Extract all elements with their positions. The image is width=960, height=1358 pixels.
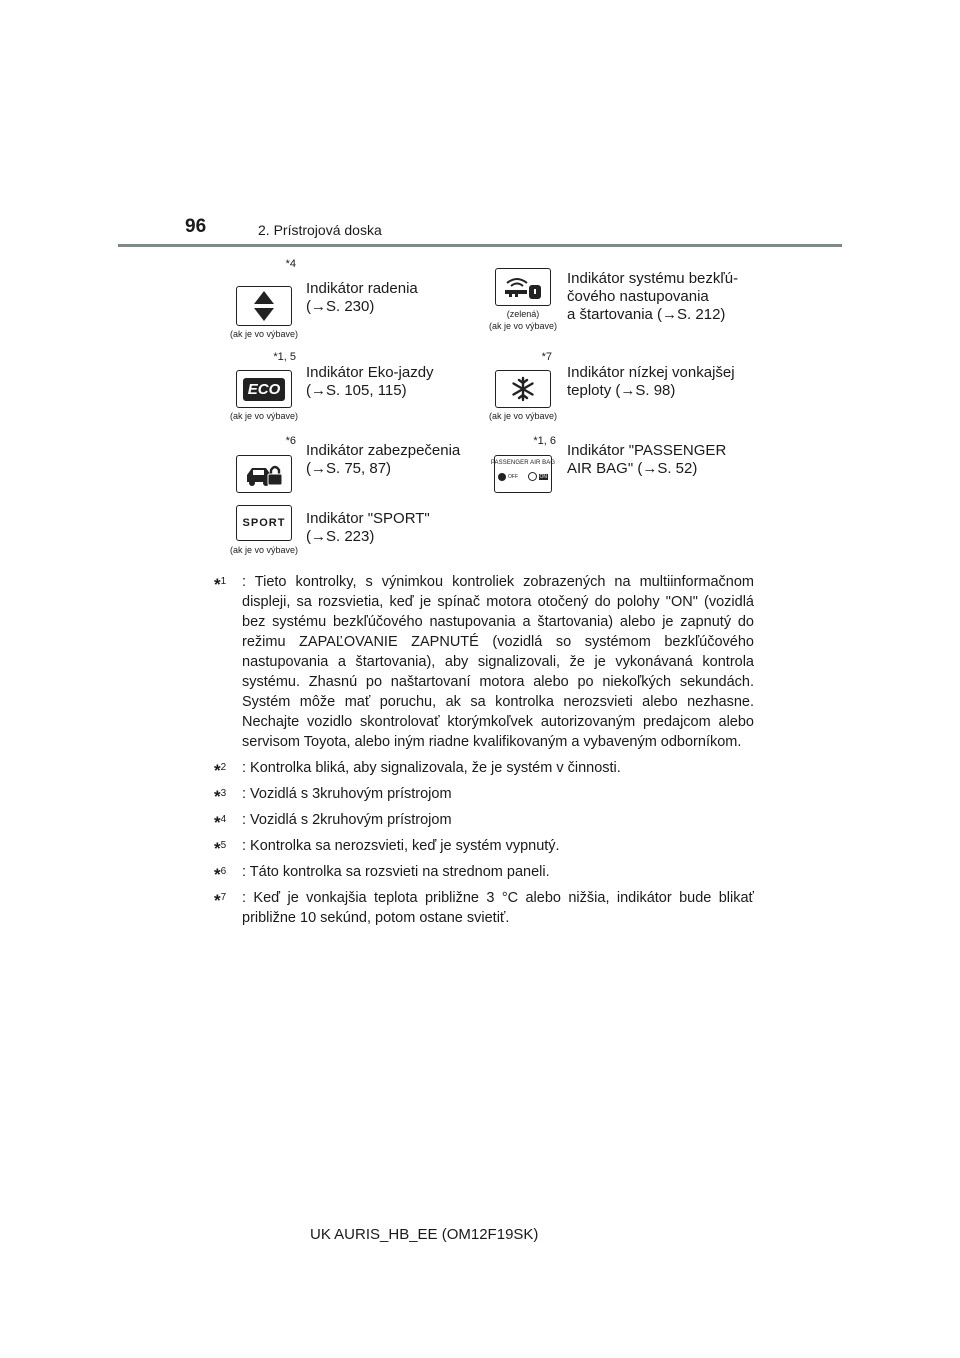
indicator-reference: (→S. 75, 87) <box>306 460 392 477</box>
airbag-on-label: ON <box>539 473 547 480</box>
indicator-label: Indikátor zabezpečenia <box>306 442 461 459</box>
airbag-person-icon <box>528 472 537 481</box>
snowflake-icon <box>495 370 551 408</box>
indicator-reference: (→S. 230) <box>306 298 375 315</box>
shift-arrows-icon <box>236 286 292 326</box>
icon-caption: (ak je vo výbave) <box>229 545 299 555</box>
indicator-reference: AIR BAG" (→S. 52) <box>567 460 698 477</box>
indicator-reference: a štartovania (→S. 212) <box>567 306 726 323</box>
footnotes <box>214 572 754 934</box>
sport-icon-text: SPORT <box>242 517 286 529</box>
icon-caption: (ak je vo výbave) <box>488 411 558 421</box>
footnote-text: : Táto kontrolka sa rozsvieti na strednom paneli. <box>242 864 550 880</box>
footnote <box>214 784 754 804</box>
document-code: UK AURIS_HB_EE (OM12F19SK) <box>310 1226 539 1243</box>
footnote-marker: *$^7$ <box>214 890 227 910</box>
footnote-text: : Tieto kontrolky, s výnimkou kontroliek zobrazených na multiinformačnom displeji, sa rozsvietia, keď je spínač motora otočený do polohy "ON" (vozidlá bez systému bezkľúčového nastupovania a štartovania) alebo je zapnutý do režimu ZAPAĽOVANIE ZAPNUTÉ (vozidlá so systémom bezkľúčového nastupovania a štartovania), aby signalizovali, že je vykonávaná kontrola systému. Zhasnú po naštartovaní motora alebo po niekoľkých sekundách. Systém môže mať poruchu, ak sa kontrolka nerozsvieti alebo nezhasne. Nechajte vozidlo skontrolovať ktorýmkoľvek autorizovaným predajcom alebo servisom Toyota, alebo iným riadne kvalifikovaným a vybaveným odborníkom. <box>242 574 754 750</box>
footnote <box>214 836 754 856</box>
indicator-reference: teploty (→S. 98) <box>567 382 676 399</box>
footnote <box>214 888 754 928</box>
indicator-label-cont: čového nastupovania <box>567 288 709 305</box>
icon-caption: (ak je vo výbave) <box>488 321 558 331</box>
footnote <box>214 862 754 882</box>
footnote-marker: *$^3$ <box>214 786 227 806</box>
sport-icon <box>236 505 292 541</box>
page-number: 96 <box>185 216 207 237</box>
footnote <box>214 810 754 830</box>
indicator-note: *1, 5 <box>273 351 296 363</box>
indicator-note: *1, 6 <box>533 435 556 447</box>
icon-caption: (ak je vo výbave) <box>229 329 299 339</box>
car-lock-icon <box>236 455 292 493</box>
smart-key-glyph <box>501 273 545 301</box>
indicator-reference: (→S. 223) <box>306 528 375 545</box>
eco-icon <box>236 370 292 408</box>
indicator-description <box>306 442 460 478</box>
smart-key-icon <box>495 268 551 306</box>
airbag-icon-states <box>498 472 548 481</box>
footnote-text: : Keď je vonkajšia teplota približne 3 °C alebo nižšia, indikátor bude blikať približne 10 sekúnd, potom ostane svietiť. <box>242 890 754 926</box>
indicator-note: *4 <box>285 258 296 270</box>
indicator-reference: (→S. 105, 115) <box>306 382 407 399</box>
footnote-marker: *$^2$ <box>214 760 227 780</box>
footnote-text: : Vozidlá s 2kruhovým prístrojom <box>242 812 452 828</box>
eco-badge: ECO <box>243 378 286 401</box>
indicator-label: Indikátor "PASSENGER <box>567 442 727 459</box>
shift-arrows-glyph <box>252 290 276 322</box>
indicator-description <box>306 364 434 400</box>
airbag-icon-text: PASSENGER AIR BAG <box>490 460 556 466</box>
indicator-label: Indikátor "SPORT" <box>306 510 430 527</box>
footnote-text: : Vozidlá s 3kruhovým prístrojom <box>242 786 452 802</box>
indicator-label: Indikátor nízkej vonkajšej <box>567 364 735 381</box>
footnote <box>214 758 754 778</box>
icon-caption: (ak je vo výbave) <box>229 411 299 421</box>
passenger-airbag-icon <box>490 455 556 493</box>
footnote-text: : Kontrolka sa nerozsvieti, keď je systém vypnutý. <box>242 838 560 854</box>
footnote-marker: *$^5$ <box>214 838 227 858</box>
footnote-marker: *$^4$ <box>214 812 227 832</box>
footnote-marker: *$^1$ <box>214 574 227 594</box>
header-divider <box>118 244 842 247</box>
footnote <box>214 572 754 752</box>
indicator-label: Indikátor radenia <box>306 280 418 297</box>
snowflake-glyph <box>510 376 536 402</box>
page-header <box>0 0 960 250</box>
airbag-off-label: OFF <box>508 473 518 480</box>
footnote-text: : Kontrolka bliká, aby signalizovala, že je systém v činnosti. <box>242 760 621 776</box>
airbag-off-state <box>498 473 518 481</box>
airbag-on-state <box>528 472 549 481</box>
indicator-note: *7 <box>541 351 552 363</box>
indicator-description <box>567 442 726 478</box>
indicator-label: Indikátor systému bezkľú- <box>567 270 739 287</box>
icon-color-caption: (zelená) <box>506 309 540 319</box>
airbag-seat-icon <box>498 473 506 481</box>
car-lock-glyph <box>244 460 284 488</box>
indicator-note: *6 <box>285 435 296 447</box>
indicator-description <box>567 364 735 400</box>
indicator-label: Indikátor Eko-jazdy <box>306 364 434 381</box>
indicator-description <box>567 270 738 324</box>
indicator-description <box>306 280 418 316</box>
indicator-description <box>306 510 430 546</box>
footnote-marker: *$^6$ <box>214 864 227 884</box>
chapter-title: 2. Prístrojová doska <box>258 222 382 238</box>
